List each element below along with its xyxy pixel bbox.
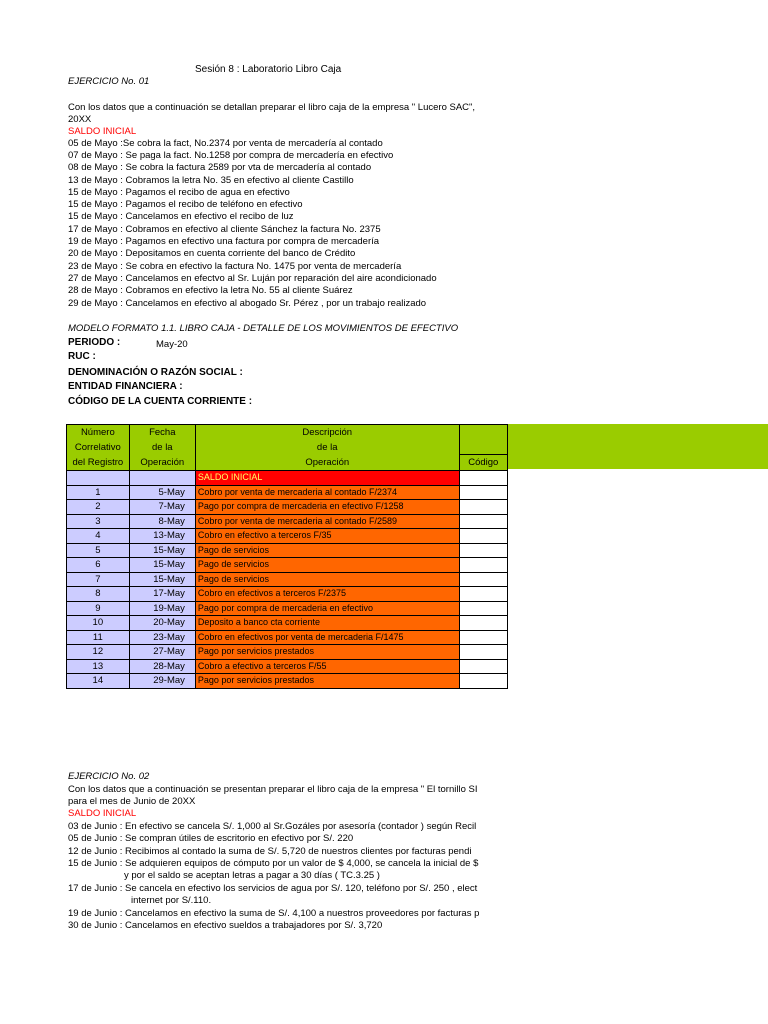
ex1-line: 15 de Mayo : Pagamos el recibo de teléfono en efectivo: [68, 199, 303, 210]
cell-descripcion: Pago de servicios: [195, 558, 459, 573]
table-row: [67, 587, 508, 602]
ex1-intro-2: 20XX: [68, 114, 92, 125]
ex2-intro-2: para el mes de Junio de 20XX: [68, 796, 196, 807]
cell-fecha: 29-May: [129, 674, 195, 689]
cell-fecha: 15-May: [129, 543, 195, 558]
header-text: Descripción: [302, 427, 353, 438]
header-text: Operación: [305, 457, 350, 468]
cell-descripcion: Deposito a banco cta corriente: [195, 616, 459, 631]
cell-num: 11: [67, 630, 130, 645]
ex2-saldo-inicial: SALDO INICIAL: [68, 808, 137, 819]
table-row: [67, 485, 508, 500]
cell-codigo: [459, 558, 507, 573]
cell-num: 8: [67, 587, 130, 602]
cell-fecha: 27-May: [129, 645, 195, 660]
cell-descripcion: Cobro a efectivo a terceros F/55: [195, 659, 459, 674]
ex1-heading: EJERCICIO No. 01: [68, 76, 150, 87]
cell-fecha: 7-May: [129, 500, 195, 515]
ex2-line: 12 de Junio : Recibimos al contado la suma de S/. 5,720 de nuestros clientes por facturas pendi: [68, 846, 472, 857]
ex2-intro-1: Con los datos que a continuación se presentan preparar el libro caja de la empresa " El tornillo SI: [68, 784, 478, 795]
ex1-line: 27 de Mayo : Cancelamos en efectvo al Sr. Luján por reparación del aire acondicionado: [68, 273, 437, 284]
cell-fecha: 8-May: [129, 514, 195, 529]
header-text: Correlativo: [74, 442, 121, 453]
header-text: Operación: [140, 457, 185, 468]
cell-descripcion: Pago por servicios prestados: [195, 674, 459, 689]
cell-descripcion: Pago por compra de mercaderia en efectivo F/1258: [195, 500, 459, 515]
cell-codigo: [459, 674, 507, 689]
ex1-line: 23 de Mayo : Se cobra en efectivo la factura No. 1475 por venta de mercadería: [68, 261, 402, 272]
cell-fecha: 23-May: [129, 630, 195, 645]
header-text: Número: [80, 427, 115, 438]
ex1-intro-1: Con los datos que a continuación se detallan preparar el libro caja de la empresa " Lucero SAC",: [68, 102, 476, 113]
cell-num: 2: [67, 500, 130, 515]
header-cuenta-blank: [459, 425, 507, 455]
cell-saldo-inicial: SALDO INICIAL: [195, 471, 459, 486]
table-row: [67, 543, 508, 558]
cell-descripcion: Cobro en efectivos por venta de mercaderia F/1475: [195, 630, 459, 645]
ex2-heading: EJERCICIO No. 02: [68, 771, 150, 782]
cell-codigo: [459, 529, 507, 544]
ex1-line: 13 de Mayo : Cobramos la letra No. 35 en efectivo al cliente Castillo: [68, 175, 354, 186]
cell-descripcion: Cobro por venta de mercaderia al contado F/2589: [195, 514, 459, 529]
cell-fecha: 15-May: [129, 558, 195, 573]
cell-num: 12: [67, 645, 130, 660]
page-title: Sesión 8 : Laboratorio Libro Caja: [195, 64, 342, 75]
ex1-line: 15 de Mayo : Cancelamos en efectivo el recibo de luz: [68, 211, 294, 222]
cell-num: 4: [67, 529, 130, 544]
table-row: [67, 514, 508, 529]
ex1-line: 17 de Mayo : Cobramos en efectivo al cliente Sánchez la factura No. 2375: [68, 224, 381, 235]
header-fecha-operacion: [129, 425, 195, 471]
cell-codigo: [459, 500, 507, 515]
ex2-line-continued: y por el saldo se aceptan letras a pagar a 30 días ( TC.3.25 ): [124, 870, 380, 881]
cell-descripcion: Cobro por venta de mercaderia al contado F/2374: [195, 485, 459, 500]
cell-fecha: 20-May: [129, 616, 195, 631]
cell-num: 7: [67, 572, 130, 587]
cell-descripcion: Pago de servicios: [195, 543, 459, 558]
header-text: Fecha: [149, 427, 176, 438]
cell-fecha: 28-May: [129, 659, 195, 674]
cell-fecha: 5-May: [129, 485, 195, 500]
cell-num: 1: [67, 485, 130, 500]
codigo-cuenta-label: CÓDIGO DE LA CUENTA CORRIENTE :: [68, 396, 253, 407]
cell-codigo: [459, 659, 507, 674]
ex1-saldo-inicial: SALDO INICIAL: [68, 126, 137, 137]
ex1-line: 05 de Mayo :Se cobra la fact, No.2374 por venta de mercadería al contado: [68, 138, 383, 149]
cell-codigo: [459, 645, 507, 660]
cell-descripcion: Cobro en efectivo a terceros F/35: [195, 529, 459, 544]
cell-fecha: [129, 471, 195, 486]
ex1-line: 15 de Mayo : Pagamos el recibo de agua en efectivo: [68, 187, 290, 198]
header-codigo: Código: [459, 454, 507, 470]
cell-descripcion: Pago de servicios: [195, 572, 459, 587]
cell-num: 13: [67, 659, 130, 674]
ex2-line: 03 de Junio : En efectivo se cancela S/. 1,000 al Sr.Gozáles por asesoría (contador ) según Recil: [68, 821, 477, 832]
table-row: [67, 659, 508, 674]
cell-num: 10: [67, 616, 130, 631]
cell-fecha: 15-May: [129, 572, 195, 587]
ex1-line: 20 de Mayo : Depositamos en cuenta corriente del banco de Crédito: [68, 248, 356, 259]
cell-descripcion: Pago por servicios prestados: [195, 645, 459, 660]
cell-codigo: [459, 514, 507, 529]
cell-codigo: [459, 485, 507, 500]
libro-caja-table: [66, 424, 508, 689]
modelo-formato-heading: MODELO FORMATO 1.1. LIBRO CAJA - DETALLE DE LOS MOVIMIENTOS DE EFECTIVO: [68, 323, 459, 334]
cell-num: [67, 471, 130, 486]
table-row: [67, 645, 508, 660]
cell-codigo: [459, 630, 507, 645]
table-row: [67, 601, 508, 616]
cell-codigo: [459, 543, 507, 558]
periodo-label: PERIODO :: [68, 337, 121, 348]
ex1-line: 19 de Mayo : Pagamos en efectivo una factura por compra de mercadería: [68, 236, 380, 247]
table-row: [67, 558, 508, 573]
cell-num: 14: [67, 674, 130, 689]
entidad-financiera-label: ENTIDAD FINANCIERA :: [68, 381, 183, 392]
table-row: [67, 500, 508, 515]
cell-num: 6: [67, 558, 130, 573]
ex2-line: 17 de Junio : Se cancela en efectivo los servicios de agua por S/. 120, teléfono por S/. 250 , elect: [68, 883, 478, 894]
ex1-line: 28 de Mayo : Cobramos en efectivo la letra No. 55 al cliente Suárez: [68, 285, 353, 296]
table-row: [67, 572, 508, 587]
table-row: [67, 616, 508, 631]
cell-codigo: [459, 587, 507, 602]
ex2-line-continued: internet por S/.110.: [131, 895, 212, 906]
header-numero-correlativo: [67, 425, 130, 471]
cell-descripcion: Cobro en efectivos a terceros F/2375: [195, 587, 459, 602]
ex1-line: 07 de Mayo : Se paga la fact. No.1258 por compra de mercadería en efectivo: [68, 150, 394, 161]
header-text: de la: [151, 442, 173, 453]
ex2-line: 05 de Junio : Se compran útiles de escritorio en efectivo por S/. 220: [68, 833, 354, 844]
ex2-line: 15 de Junio : Se adquieren equipos de cómputo por un valor de $ 4,000, se cancela la inicial de $: [68, 858, 479, 869]
cell-descripcion: Pago por compra de mercaderia en efectivo: [195, 601, 459, 616]
cell-fecha: 17-May: [129, 587, 195, 602]
header-descripcion-operacion: [195, 425, 459, 471]
cell-fecha: 19-May: [129, 601, 195, 616]
table-row-saldo-inicial: [67, 471, 508, 486]
ex1-line: 29 de Mayo : Cancelamos en efectivo al abogado Sr. Pérez , por un trabajo realizado: [68, 298, 427, 309]
ex1-line: 08 de Mayo : Se cobra la factura 2589 por vta de mercadería al contado: [68, 162, 372, 173]
cell-codigo: [459, 572, 507, 587]
cell-codigo: [459, 471, 507, 486]
denominacion-label: DENOMINACIÓN O RAZÓN SOCIAL :: [68, 367, 243, 378]
cell-codigo: [459, 601, 507, 616]
ruc-label: RUC :: [68, 351, 96, 362]
table-row: [67, 674, 508, 689]
cell-fecha: 13-May: [129, 529, 195, 544]
cell-codigo: [459, 616, 507, 631]
ex2-line: 19 de Junio : Cancelamos en efectivo la suma de S/. 4,100 a nuestros proveedores por facturas p: [68, 908, 480, 919]
header-text: de la: [316, 442, 338, 453]
table-row: [67, 529, 508, 544]
cell-num: 9: [67, 601, 130, 616]
cell-num: 5: [67, 543, 130, 558]
ex2-line: 30 de Junio : Cancelamos en efectivo sueldos a trabajadores por S/. 3,720: [68, 920, 383, 931]
header-text: del Registro: [72, 457, 124, 468]
periodo-value: May-20: [156, 339, 188, 350]
table-row: [67, 630, 508, 645]
cell-num: 3: [67, 514, 130, 529]
